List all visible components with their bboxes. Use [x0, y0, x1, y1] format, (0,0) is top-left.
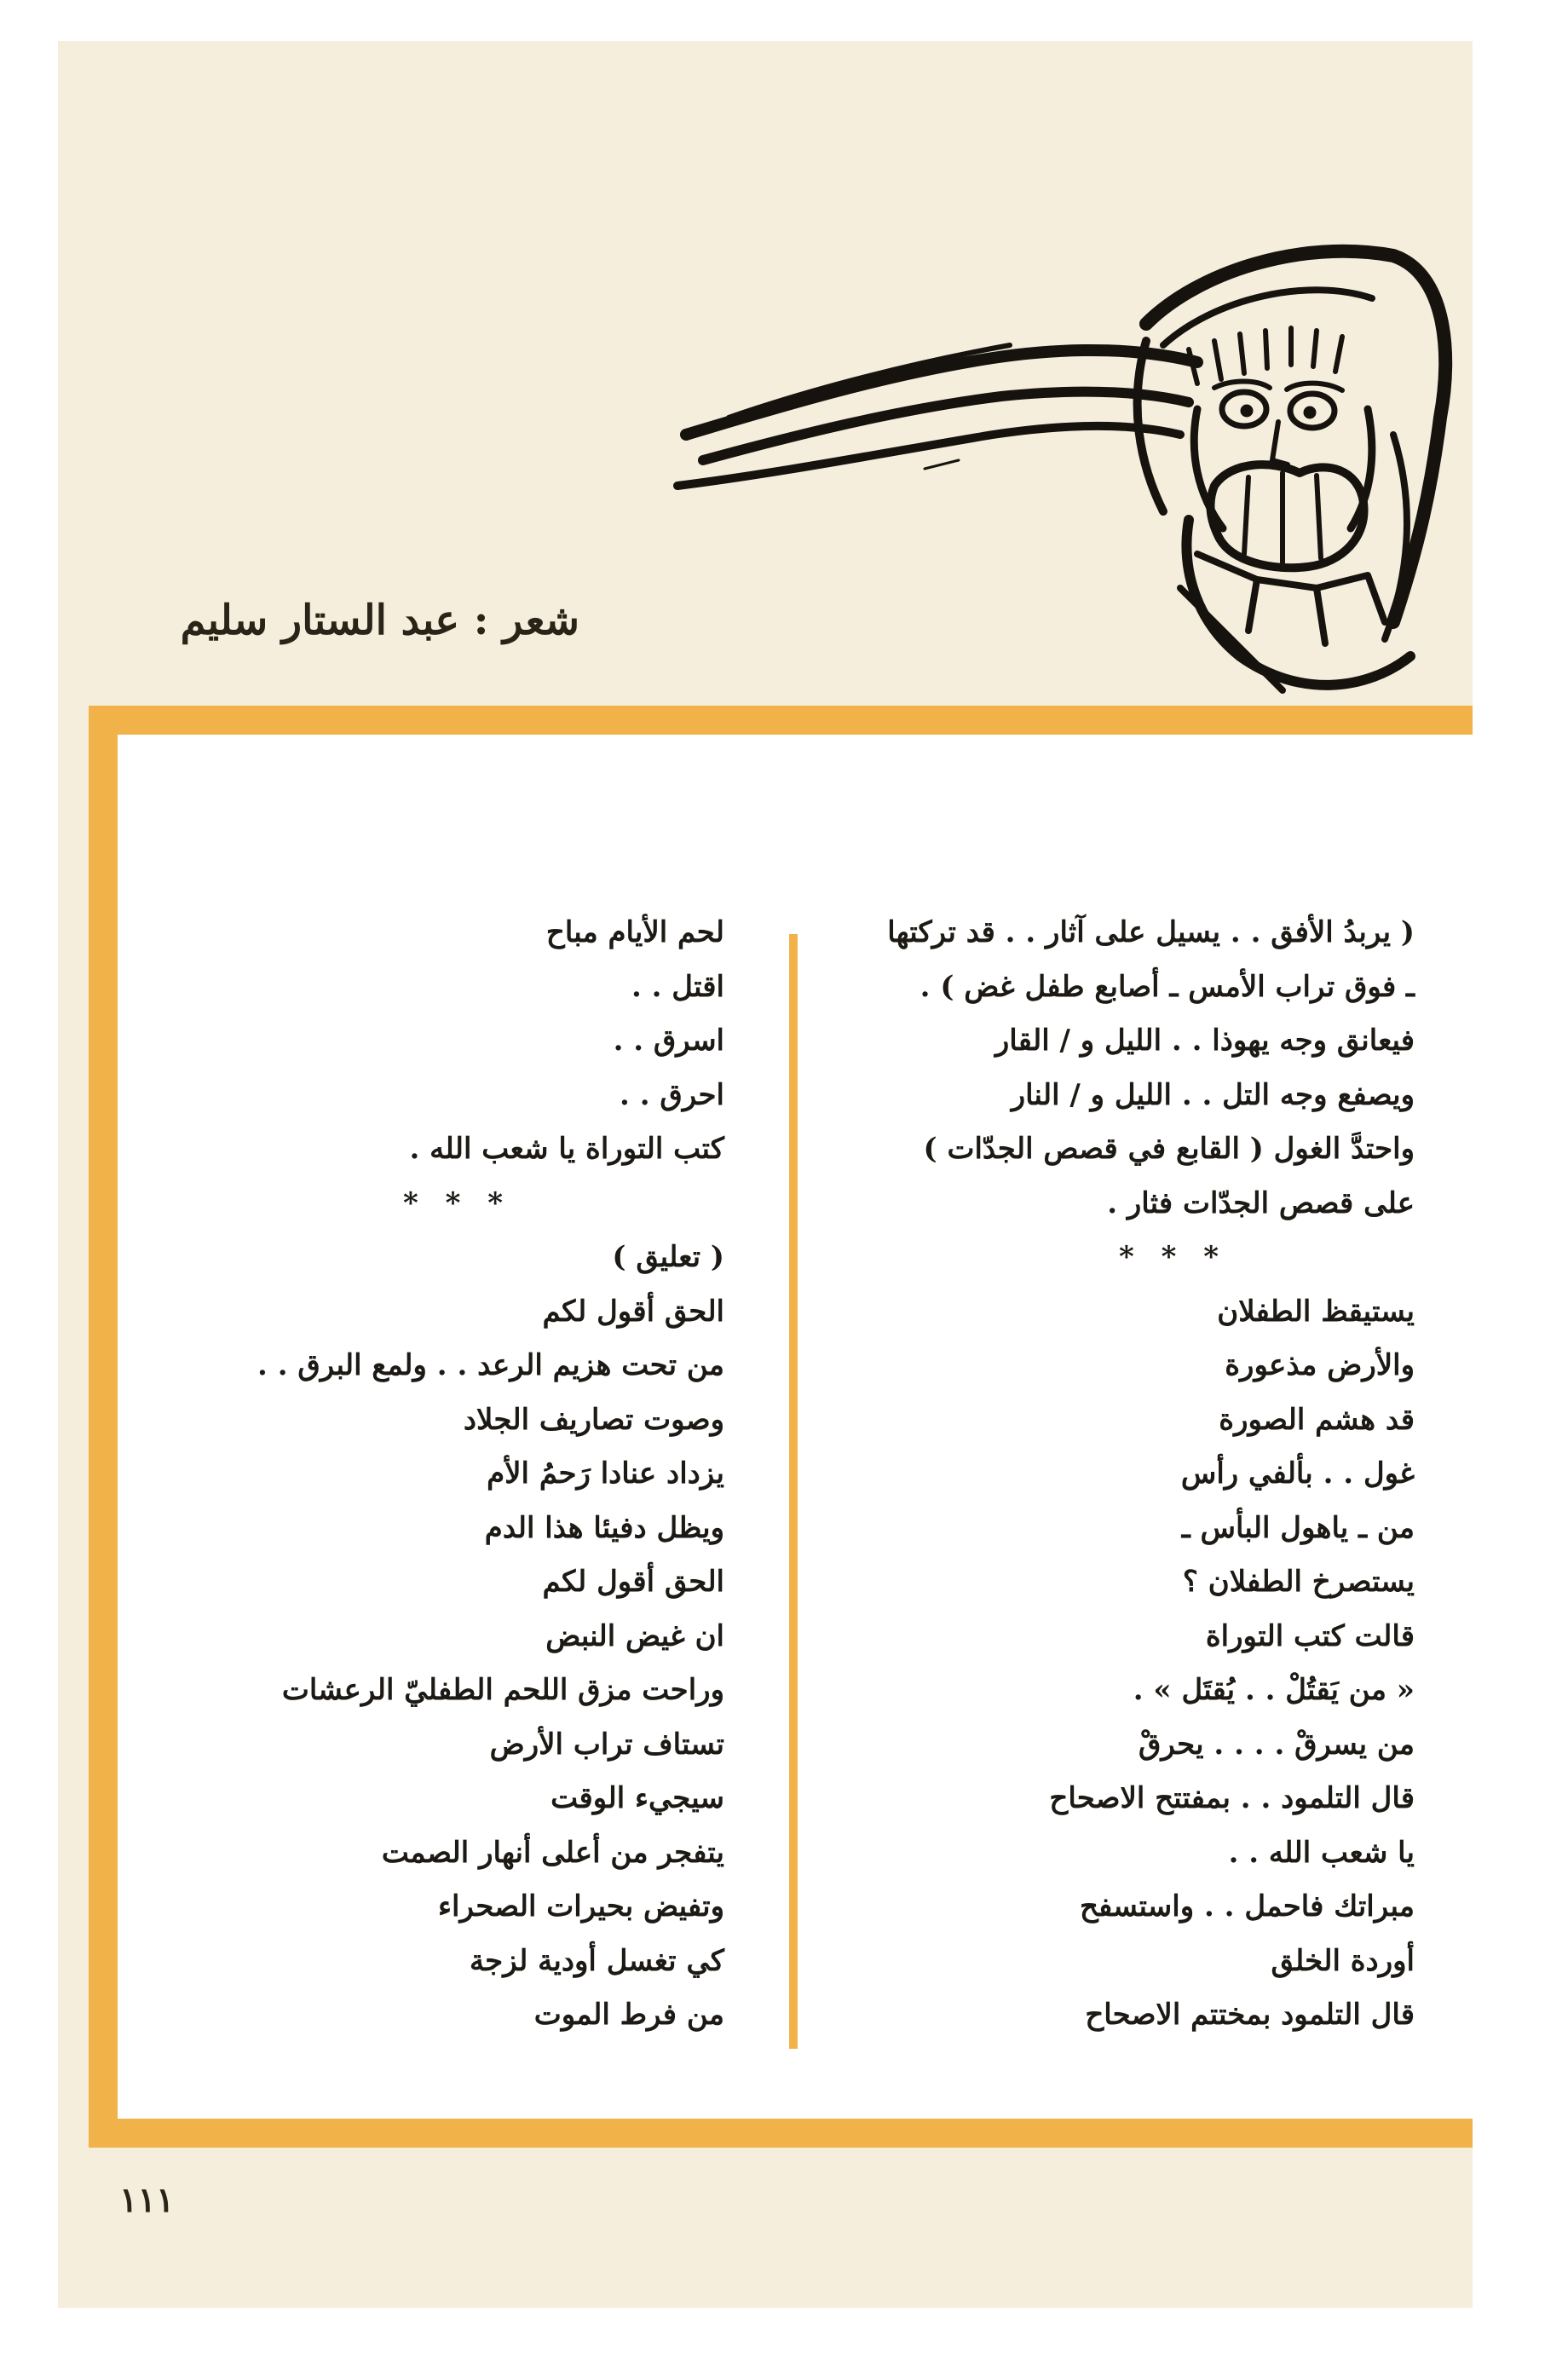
- poem-line: ( يربدُ الأفق . . يسيل على آثار . . قد تركتها: [887, 915, 1415, 949]
- poem-line: يا شعب الله . .: [1228, 1835, 1415, 1870]
- poem-line: من يسرقْ . . . . يحرقْ: [1139, 1727, 1415, 1762]
- poet-byline: شعر : عبد الستار سليم: [180, 597, 579, 644]
- poem-line: على قصص الجدّات فثار .: [1107, 1185, 1415, 1220]
- poem-line: قال التلمود . . بمفتتح الاصحاح: [1049, 1781, 1415, 1815]
- poem-line: أوردة الخلق: [1271, 1943, 1415, 1978]
- sketch-illustration: [601, 179, 1453, 724]
- poem-line: فيعانق وجه يهوذا . . الليل و / القار: [994, 1024, 1415, 1058]
- poem-line: يستيقظ الطفلان: [1217, 1294, 1415, 1329]
- column-divider: [789, 934, 798, 2049]
- poem-line: لحم الأيام مباح: [545, 915, 724, 949]
- poem-line: يتفجر من أعلى أنهار الصمت: [381, 1835, 724, 1870]
- poem-line: من تحت هزيم الرعد . . ولمع البرق . .: [257, 1348, 724, 1382]
- poem-line: اسرق . .: [613, 1024, 724, 1058]
- poem-line: الحق أقول لكم: [542, 1294, 724, 1329]
- poem-line: قالت كتب التوراة: [1205, 1618, 1415, 1653]
- poem-line: « من يَقتُلْ . . يُقتَل » .: [1133, 1673, 1415, 1707]
- poem-line: ويصفع وجه التل . . الليل و / النار: [1011, 1077, 1415, 1112]
- poem-line: تستاف تراب الأرض: [489, 1727, 724, 1762]
- poem-line: كي تغسل أودية لزجة: [469, 1943, 724, 1978]
- poem-column-left: [162, 906, 724, 2043]
- poem-line: ـ فوق تراب الأمس ـ أصابع طفل غض ) .: [919, 969, 1415, 1004]
- poem-line: من ـ ياهول البأس ـ: [1181, 1510, 1415, 1545]
- poem-line: وتفيض بحيرات الصحراء: [438, 1889, 724, 1924]
- poem-line: ( تعليق ): [612, 1240, 724, 1274]
- poem-column-right: [818, 906, 1415, 2043]
- poem-line: قد هشم الصورة: [1219, 1402, 1415, 1437]
- poem-line: احرق . .: [620, 1077, 724, 1112]
- poem-line: وصوت تصاريف الجلاد: [463, 1402, 724, 1437]
- poem-line: سيجيء الوقت: [551, 1781, 724, 1815]
- poem-line: اقتل . .: [631, 969, 724, 1004]
- stanza-separator: * * *: [1118, 1240, 1227, 1274]
- poem-line: غول . . بألفي رأس: [1180, 1456, 1415, 1491]
- poem-line: واحتدَّ الغول ( القابع في قصص الجدّات ): [923, 1132, 1415, 1166]
- poem-line: والأرض مذعورة: [1225, 1348, 1415, 1382]
- poem-line: يزداد عنادا رَحمُ الأم: [487, 1456, 724, 1491]
- poem-line: من فرط الموت: [533, 1998, 724, 2032]
- poem-line: كتب التوراة يا شعب الله .: [409, 1132, 724, 1166]
- poem-line: ويظل دفيئا هذا الدم: [484, 1510, 724, 1545]
- poem-line: الحق أقول لكم: [542, 1565, 724, 1599]
- page-number: ١١١: [119, 2180, 175, 2220]
- poem-line: قال التلمود بمختتم الاصحاح: [1085, 1998, 1415, 2032]
- poem-line: ان غيض النبض: [545, 1618, 724, 1653]
- poem-line: يستصرخ الطفلان ؟: [1182, 1565, 1415, 1599]
- stanza-separator: * * *: [402, 1185, 511, 1220]
- poem-line: مبراتك فاحمل . . واستسفح: [1080, 1889, 1415, 1924]
- poem-line: وراحت مزق اللحم الطفليّ الرعشات: [281, 1673, 724, 1707]
